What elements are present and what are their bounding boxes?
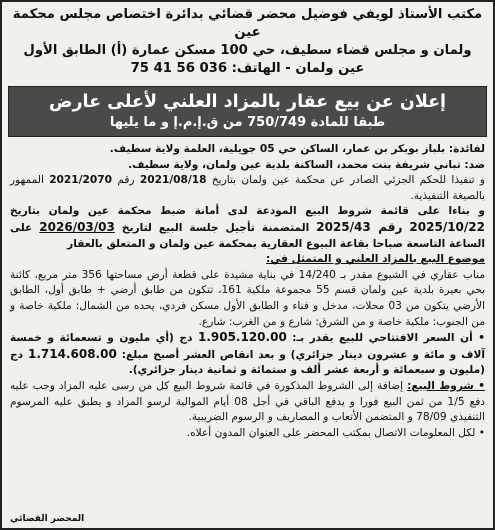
price-paragraph: • أن السعر الافتتاحي للبيع يقدر بـ: 1.905.120.00 دج (أي مليون و تسعمائة و خمسة آلاف و مائة و عشرون دينار جزائري) و بعد انقاص العشر أصبح مبلغ: 1.714.608.00 دج (مليون و سبعمائة و أربعة عشر ألف و ستمائة و ثمانية دينار جزائري). <box>10 330 485 377</box>
execution-paragraph: و تنفيذا للحكم الجزئي الصادر عن محكمة عين ولمان بتاريخ 2021/08/18 رقم 2021/2070 الممهور بالصيغة التنفيذية. <box>10 174 486 202</box>
notice-body <box>8 142 487 441</box>
list-ref: رقم 2025/43 <box>316 219 403 234</box>
phone-label: عين ولمان - الهاتف: <box>231 61 365 76</box>
subject-heading: موضوع البيع بالمزاد العلني و المتمثل في: <box>266 253 485 266</box>
office-name-line: مكتب الأستاذ لويفي فوضيل محضر قضائي بدائرة اختصاص مجلس محكمة عين <box>12 7 483 40</box>
conditions-label: • شروط البيع: <box>407 379 485 392</box>
beneficiary-line: لفائدة: بلباز بوبكر بن عمار، الساكن حي 05 جويلية، العلمة ولاية سطيف. <box>109 143 485 155</box>
notice-title-banner <box>8 86 487 137</box>
office-address-line: ولمان و مجلس قضاء سطيف، حي 100 مسكن عمارة (أ) الطابق الأول <box>23 43 472 58</box>
list-date: 2025/10/22 <box>409 219 485 234</box>
contact-line: • لكل المعلومات الاتصال بمكتب المحضر على العنوان المدون أعلاه. <box>186 426 485 439</box>
sale-date: 2026/03/03 <box>39 219 115 234</box>
conditions-list-paragraph: و بناءا على قائمة شروط البيع المودعة لدى أمانة ضبط محكمة عين ولمان بتاريخ 2025/10/22 رقم 2025/43 المتضمنة تأجيل جلسة البيع لتاريخ 2026/03/03 على الساعة التاسعة صباحا بقاعة البيوع العقارية بمحكمة عين ولمان و المتعلق بالعقار <box>10 205 485 250</box>
execution-date: 2021/08/18 <box>139 174 207 187</box>
phone-number: 036 56 41 75 <box>130 61 228 76</box>
notice-title: إعلان عن بيع عقار بالمزاد العلني لأعلى عارض <box>48 92 447 112</box>
conditions-paragraph: • شروط البيع: إضافة إلى الشروط المذكورة في قائمة شروط البيع كل من رسى عليه المزاد وجب عليه دفع 1/5 من ثمن البيع فورا و يدفع الباقي في أجل 08 أيام الموالية لرسو المزاد و يطبق عليه المرسوم التنفيذي 78/09 و المتضمن الأتعاب و المصاريف و الرسوم الضريبية. <box>10 379 485 424</box>
bailiff-office-header <box>8 6 487 82</box>
against-line: ضد: تباني شريفة بنت محمد، الساكنة بلدية عين ولمان، ولاية سطيف. <box>128 158 485 171</box>
notice-subtitle: طبقا للمادة 750/749 من ق.إ.م.إ و ما يليها <box>109 115 386 130</box>
execution-ref: 2021/2070 <box>49 174 113 187</box>
opening-price: 1.905.120.00 <box>197 330 287 345</box>
reduced-price: 1.714.608.00 <box>27 346 117 361</box>
property-description: مناب عقاري في الشيوع مقدر بـ 14/240 في بناية مشيدة على قطعة أرض مساحتها 356 متر مربع، كائنة بحي بعيرة بلدية عين ولمان قسم 55 مجموعة ملكية 161، تتكون من طابق أرضي + طابق أول، الطابق الأرضي يتكون من 03 محلات، مدخل و فناء و الطابق الأول مسكن فردي، يحده من الشمال: ملكية خاصة و من الجنوب: ملكية خاصة و من الشرق: شارع و من الغرب: شارع. <box>10 268 485 328</box>
office-phone-line <box>12 60 483 78</box>
bailiff-signature-label: المحضر القضائي <box>10 514 85 524</box>
